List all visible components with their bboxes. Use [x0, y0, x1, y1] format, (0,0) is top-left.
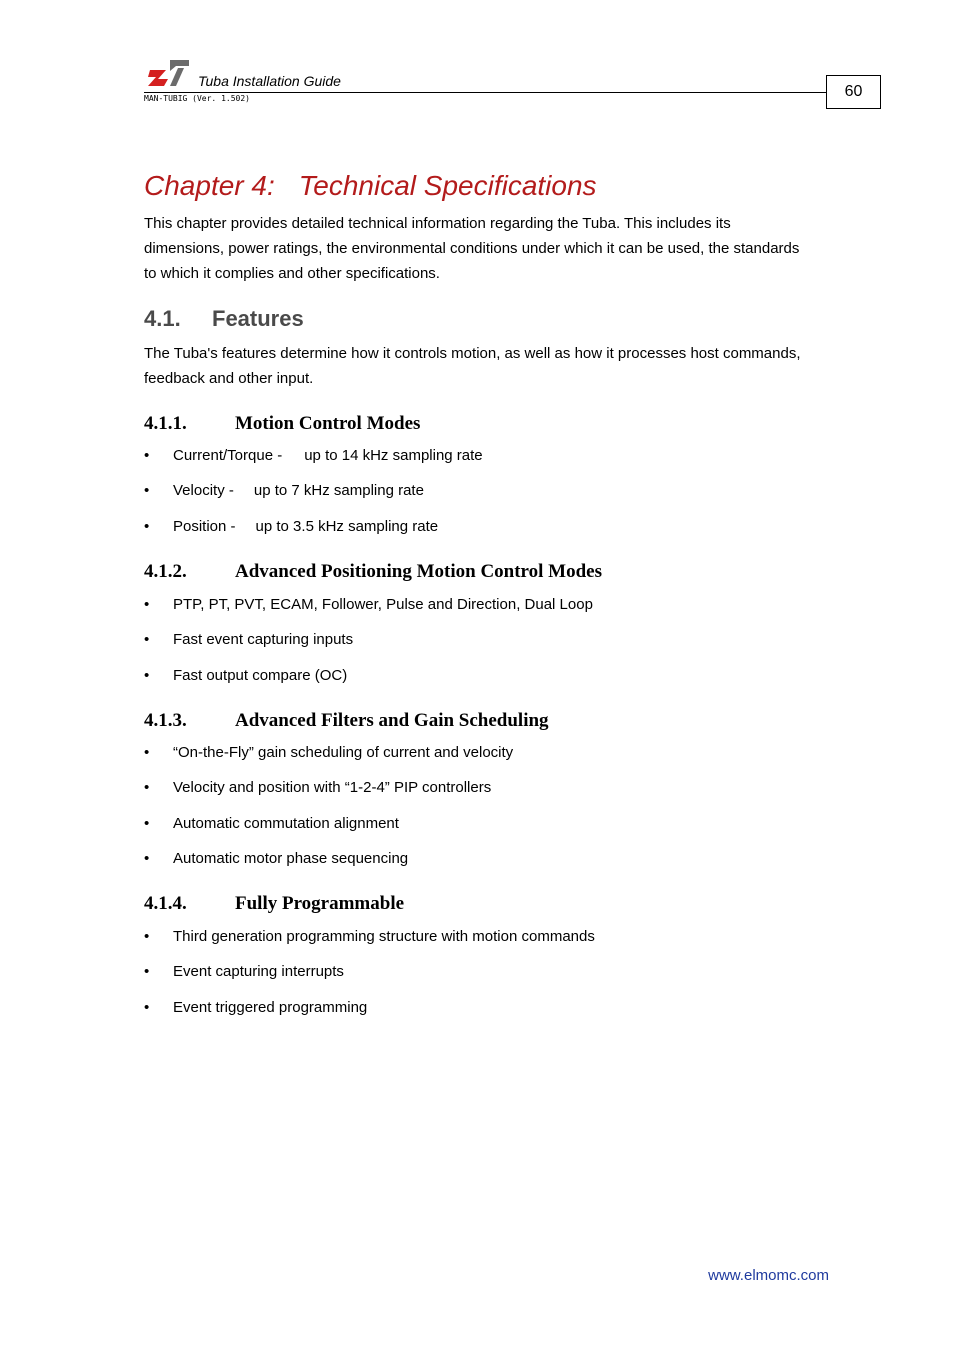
list-item: • PTP, PT, PVT, ECAM, Follower, Pulse and Direction, Dual Loop [144, 594, 593, 629]
subsection-title: Motion Control Modes [235, 413, 421, 434]
motion-modes-list [144, 445, 483, 551]
chapter-intro: This chapter provides detailed technical information regarding the Tuba. This includes its dimensions, power ratings, the environmental conditions under which it can be used, the standards to which it complies and other specifications. [144, 215, 800, 282]
subsection-title: Advanced Positioning Motion Control Modes [235, 561, 603, 582]
subsection-number: 4.1.3. [144, 710, 187, 731]
subsection-number: 4.1.1. [144, 413, 187, 434]
elmo-logo-icon [148, 58, 190, 88]
mode-label: Position - [173, 517, 236, 535]
list-item: • Fast output compare (OC) [144, 665, 593, 700]
fully-programmable-heading [144, 893, 404, 915]
subsection-number: 4.1.4. [144, 893, 187, 914]
advanced-positioning-list [144, 594, 593, 700]
chapter-label: Chapter 4: [144, 170, 275, 201]
list-item [144, 445, 483, 480]
mode-value: up to 14 kHz sampling rate [304, 447, 483, 464]
advanced-positioning-heading [144, 561, 602, 583]
chapter-title [144, 170, 597, 202]
list-item: • “On-the-Fly” gain scheduling of current and velocity [144, 742, 513, 777]
subsection-number: 4.1.2. [144, 561, 187, 582]
header-rule [144, 92, 826, 93]
list-item: • Event triggered programming [144, 997, 595, 1032]
list-item [144, 516, 483, 551]
subsection-title: Advanced Filters and Gain Scheduling [235, 710, 549, 731]
mode-label: Current/Torque - [173, 447, 283, 464]
page-number: 60 [826, 75, 881, 109]
list-item: • Velocity and position with “1-2-4” PIP controllers [144, 777, 513, 812]
subsection-title: Fully Programmable [235, 893, 405, 914]
mode-label: Velocity - [173, 482, 234, 500]
list-item: • Automatic commutation alignment [144, 813, 513, 848]
section-number: 4.1. [144, 306, 181, 331]
advanced-filters-list [144, 742, 513, 883]
section-features-heading [144, 306, 304, 332]
footer-website-link[interactable]: www.elmomc.com [708, 1267, 829, 1284]
motion-modes-heading [144, 413, 420, 435]
mode-value: up to 7 kHz sampling rate [253, 482, 424, 500]
chapter-title-text: Technical Specifications [298, 170, 597, 201]
header-title: Tuba Installation Guide [198, 73, 341, 89]
header-version: MAN-TUBIG (Ver. 1.502) [144, 94, 250, 103]
list-item: • Event capturing interrupts [144, 961, 595, 996]
mode-value: up to 3.5 kHz sampling rate [255, 517, 439, 535]
list-item: • Third generation programming structure with motion commands [144, 926, 595, 961]
list-item [144, 480, 483, 515]
features-text: The Tuba's features determine how it controls motion, as well as how it processes host commands, feedback and other input. [144, 345, 801, 387]
list-item: • Fast event capturing inputs [144, 629, 593, 664]
section-title: Features [212, 306, 304, 331]
list-item: • Automatic motor phase sequencing [144, 848, 513, 883]
fully-programmable-list [144, 926, 595, 1032]
advanced-filters-heading [144, 710, 549, 732]
